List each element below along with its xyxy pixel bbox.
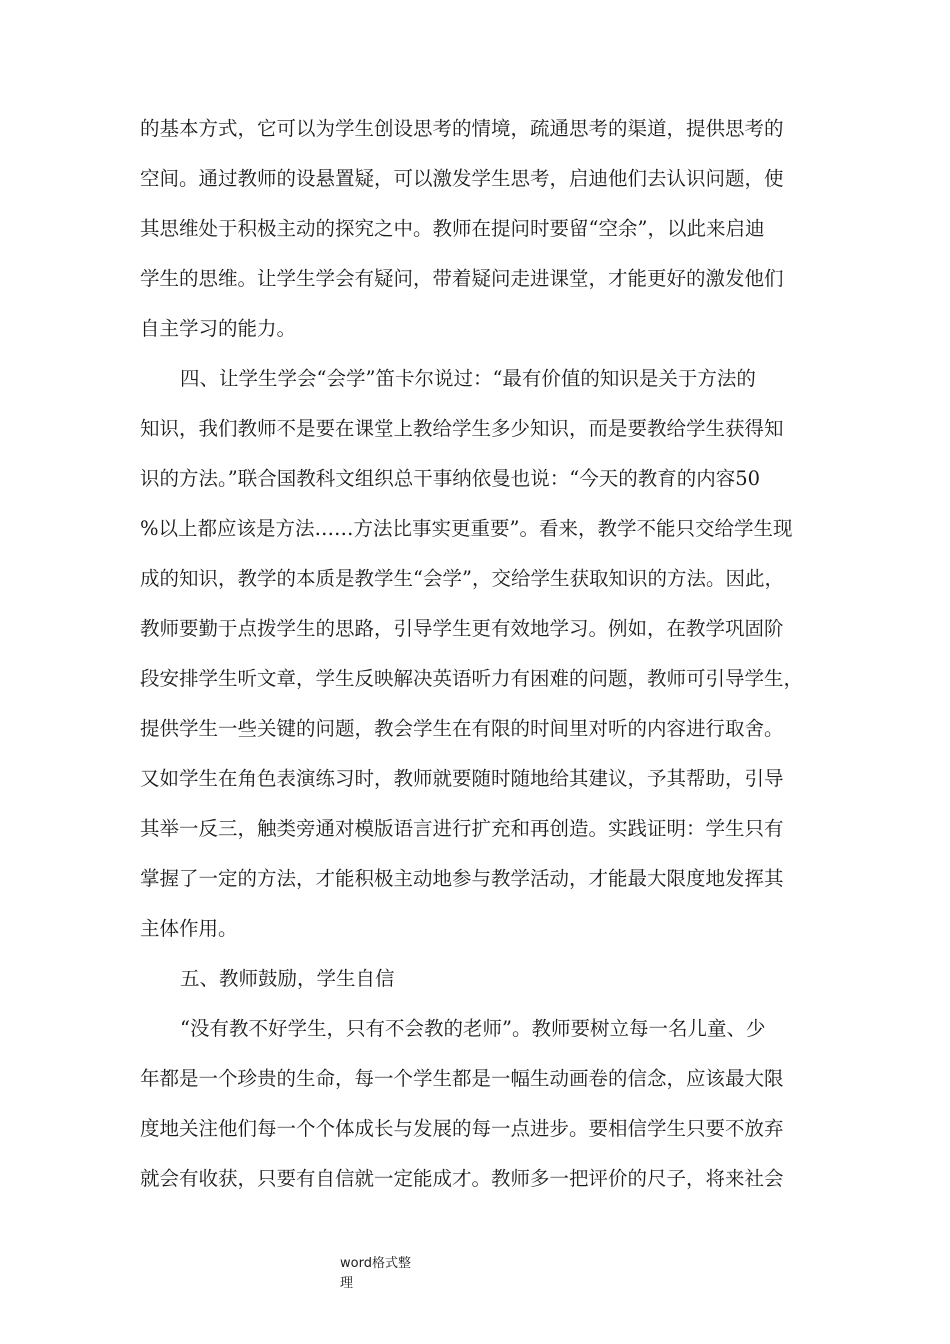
text-line: 度地关注他们每一个个体成长与发展的每一点进步。要相信学生只要不放弃 bbox=[140, 1117, 784, 1140]
text-line: 教师要勤于点拨学生的思路，引导学生更有效地学习。例如，在教学巩固阶 bbox=[140, 617, 784, 640]
text-line: 主体作用。 bbox=[140, 917, 238, 940]
text-line: “没有教不好学生，只有不会教的老师”。教师要树立每一名儿童、少 bbox=[180, 1017, 766, 1040]
text-line: 识的方法。”联合国教科文组织总干事纳依曼也说：“今天的教育的内容50 bbox=[140, 467, 761, 490]
text-line: 又如学生在角色表演练习时，教师就要随时随地给其建议，予其帮助，引导 bbox=[140, 767, 784, 790]
text-line: 其思维处于积极主动的探究之中。教师在提问时要留“空余”，以此来启迪 bbox=[140, 217, 765, 240]
text-line: 四、让学生学会“会学”笛卡尔说过：“最有价值的知识是关于方法的 bbox=[180, 367, 756, 390]
text-line: 的基本方式，它可以为学生创设思考的情境，疏通思考的渠道，提供思考的 bbox=[140, 117, 784, 140]
text-line: 知识，我们教师不是要在课堂上教给学生多少知识，而是要教给学生获得知 bbox=[140, 417, 784, 440]
text-line: 就会有收获，只要有自信就一定能成才。教师多一把评价的尺子，将来社会 bbox=[140, 1167, 784, 1190]
footer-line-2: 理 bbox=[340, 1276, 354, 1291]
text-line: 学生的思维。让学生学会有疑问，带着疑问走进课堂，才能更好的激发他们 bbox=[140, 267, 784, 290]
text-line: 五、教师鼓励，学生自信 bbox=[180, 967, 395, 990]
text-line: 段安排学生听文章，学生反映解决英语听力有困难的问题，教师可引导学生， bbox=[140, 667, 804, 690]
text-line: 其举一反三，触类旁通对模版语言进行扩充和再创造。实践证明：学生只有 bbox=[140, 817, 784, 840]
footer-line-1: word格式整 bbox=[340, 1256, 411, 1271]
text-line: 掌握了一定的方法，才能积极主动地参与教学活动，才能最大限度地发挥其 bbox=[140, 867, 784, 890]
text-line: 提供学生一些关键的问题，教会学生在有限的时间里对听的内容进行取舍。 bbox=[140, 717, 784, 740]
text-line: 年都是一个珍贵的生命，每一个学生都是一幅生动画卷的信念，应该最大限 bbox=[140, 1067, 784, 1090]
text-line: 自主学习的能力。 bbox=[140, 317, 297, 340]
page-footer bbox=[340, 1254, 430, 1294]
text-line: %以上都应该是方法……方法比事实更重要”。看来，教学不能只交给学生现 bbox=[140, 517, 793, 540]
text-line: 空间。通过教师的设悬置疑，可以激发学生思考，启迪他们去认识问题，使 bbox=[140, 167, 784, 190]
text-line: 成的知识，教学的本质是教学生“会学”，交给学生获取知识的方法。因此， bbox=[140, 567, 784, 590]
document-body bbox=[140, 111, 830, 1211]
